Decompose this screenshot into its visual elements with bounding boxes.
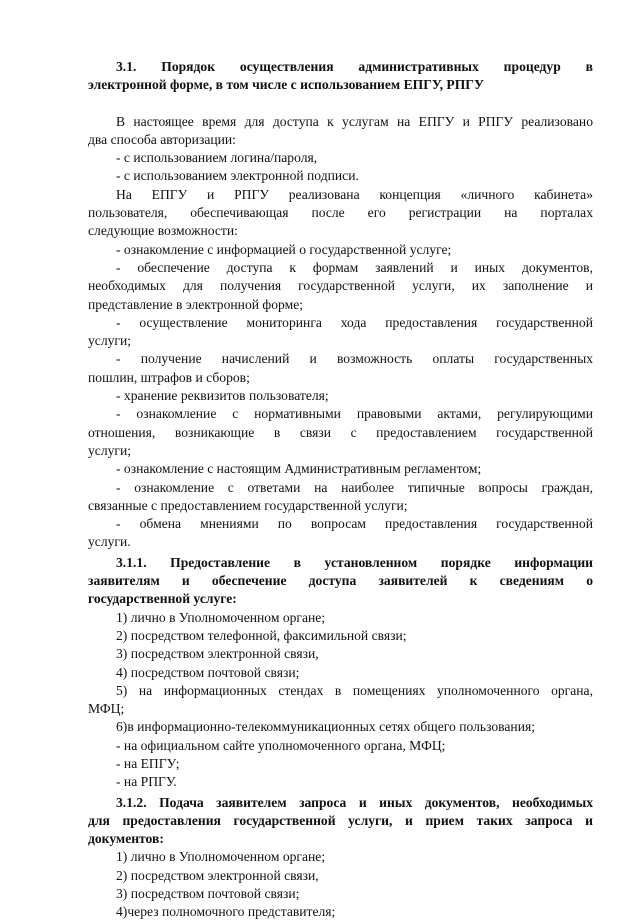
list-item: - ознакомление с настоящим Административным регламентом;	[116, 461, 482, 477]
list-item-continued: отношения, возникающие в связи с предоставлением государственной	[88, 424, 593, 440]
list-item-continued: пошлин, штрафов и сборов;	[88, 369, 250, 385]
list-item: 4)через полномочного представителя;	[116, 904, 336, 920]
list-item: 4) посредством почтовой связи;	[116, 664, 300, 680]
list-item: - обеспечение доступа к формам заявлений и иных документов,	[116, 259, 593, 275]
intro-line: На ЕПГУ и РПГУ реализована концепция «личного кабинета»	[116, 186, 593, 202]
subsection-heading-line-3: государственной услуге:	[88, 591, 237, 607]
list-item-continued: представление в электронной форме;	[88, 296, 304, 312]
subsection-heading-line-1: 3.1.1. Предоставление в установленном порядке информации	[116, 554, 593, 570]
intro-line: следующие возможности:	[88, 223, 238, 239]
list-item: - ознакомление с информацией о государственной услуге;	[116, 241, 452, 257]
list-item-continued: услуги;	[88, 333, 132, 349]
list-item: - получение начислений и возможность оплаты государственных	[116, 351, 593, 367]
list-item: - ознакомление с нормативными правовыми актами, регулирующими	[116, 406, 593, 422]
list-item: - хранение реквизитов пользователя;	[116, 388, 329, 404]
list-item-continued: услуги;	[88, 442, 132, 458]
list-item: - с использованием электронной подписи.	[116, 168, 359, 184]
section-heading-line-2: электронной форме, в том числе с использованием ЕПГУ, РПГУ	[88, 77, 484, 93]
list-item: 6)в информационно-телекоммуникационных сетях общего пользования;	[116, 719, 536, 735]
list-item: - на официальном сайте уполномоченного органа, МФЦ;	[116, 737, 446, 753]
list-item-continued: необходимых для получения государственной услуги, их заполнение и	[88, 278, 593, 294]
subsection-heading-line-1: 3.1.2. Подача заявителем запроса и иных документов, необходимых	[116, 794, 593, 810]
list-item: - осуществление мониторинга хода предоставления государственной	[116, 314, 593, 330]
list-item-continued: МФЦ;	[88, 701, 125, 717]
list-item: 2) посредством телефонной, факсимильной связи;	[116, 627, 407, 643]
subsection-heading-line-3: документов:	[88, 831, 164, 847]
document-page	[88, 58, 593, 922]
list-item: 5) на информационных стендах в помещениях уполномоченного органа,	[116, 682, 593, 698]
section-heading-line-1: 3.1. Порядок осуществления административных процедур в	[116, 59, 593, 74]
list-item: - на РПГУ.	[116, 774, 177, 790]
list-item: 2) посредством электронной связи,	[116, 867, 319, 883]
list-item: 3) посредством почтовой связи;	[116, 886, 300, 902]
list-item: - обмена мнениями по вопросам предоставления государственной	[116, 516, 593, 532]
list-item-continued: услуги.	[88, 534, 131, 550]
subsection-heading-line-2: заявителям и обеспечение доступа заявителей к сведениям о	[88, 573, 593, 589]
list-item: 1) лично в Уполномоченном органе;	[116, 609, 326, 625]
list-item: 1) лично в Уполномоченном органе;	[116, 849, 326, 865]
list-item: - на ЕПГУ;	[116, 755, 180, 771]
intro-line: пользователя, обеспечивающая после его регистрации на порталах	[88, 205, 593, 221]
list-item: - ознакомление с ответами на наиболее типичные вопросы граждан,	[116, 479, 593, 495]
list-item-continued: связанные с предоставлением государственной услуги;	[88, 497, 408, 513]
intro-line: два способа авторизации:	[88, 131, 236, 147]
intro-line: В настоящее время для доступа к услугам на ЕПГУ и РПГУ реализовано	[116, 113, 593, 129]
list-item: - с использованием логина/пароля,	[116, 150, 318, 166]
subsection-heading-line-2: для предоставления государственной услуги, и прием таких запроса и	[88, 812, 593, 828]
list-item: 3) посредством электронной связи,	[116, 646, 319, 662]
